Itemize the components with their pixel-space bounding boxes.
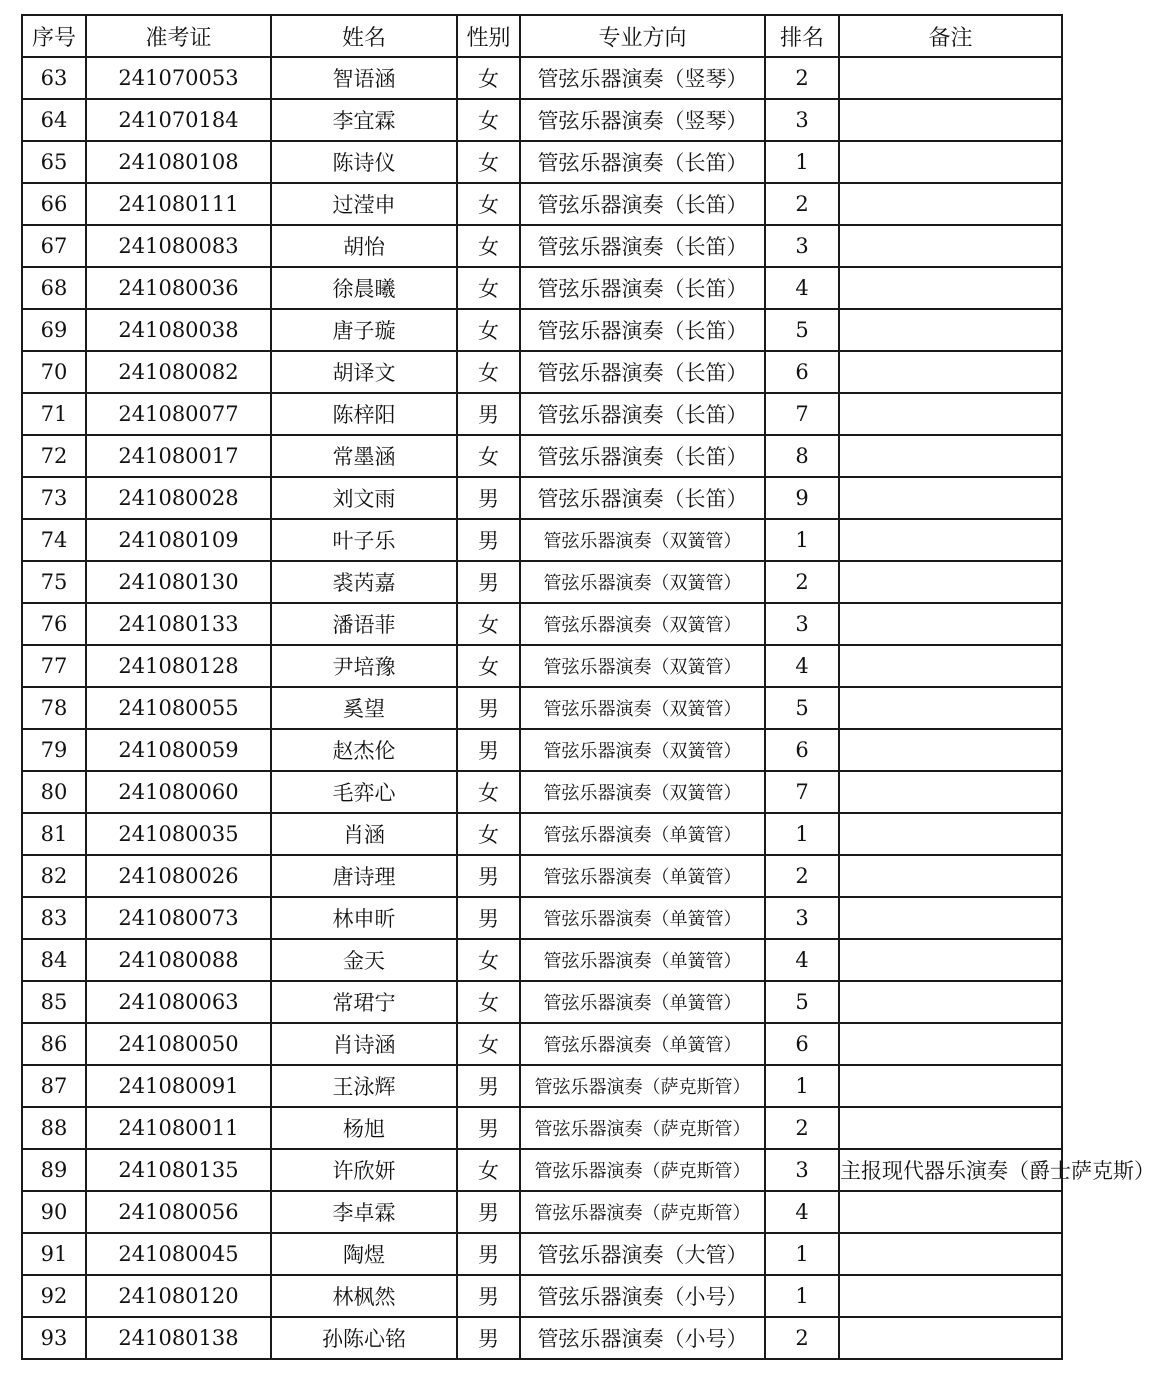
- cell-major: 管弦乐器演奏（长笛）: [520, 351, 765, 393]
- table-row: [22, 813, 1062, 855]
- cell-no: 68: [22, 267, 86, 309]
- cell-rank: 2: [765, 561, 839, 603]
- cell-remark: [839, 897, 1062, 939]
- table-row: [22, 603, 1062, 645]
- cell-name: 肖诗涵: [271, 1023, 457, 1065]
- cell-no: 76: [22, 603, 86, 645]
- cell-major: 管弦乐器演奏（双簧管）: [520, 771, 765, 813]
- cell-rank: 2: [765, 57, 839, 99]
- header-rank: 排名: [765, 15, 839, 57]
- table-row: [22, 57, 1062, 99]
- cell-gender: 女: [457, 1149, 520, 1191]
- cell-exam-id: 241080035: [86, 813, 271, 855]
- cell-no: 80: [22, 771, 86, 813]
- cell-rank: 5: [765, 309, 839, 351]
- table-row: [22, 351, 1062, 393]
- cell-major: 管弦乐器演奏（单簧管）: [520, 855, 765, 897]
- cell-remark: [839, 183, 1062, 225]
- cell-name: 王泳辉: [271, 1065, 457, 1107]
- cell-no: 69: [22, 309, 86, 351]
- table-row: [22, 729, 1062, 771]
- cell-no: 74: [22, 519, 86, 561]
- cell-gender: 男: [457, 1317, 520, 1359]
- cell-no: 91: [22, 1233, 86, 1275]
- cell-gender: 男: [457, 729, 520, 771]
- table-row: [22, 1023, 1062, 1065]
- cell-exam-id: 241080111: [86, 183, 271, 225]
- cell-remark: [839, 687, 1062, 729]
- cell-major: 管弦乐器演奏（双簧管）: [520, 603, 765, 645]
- table-row: [22, 1149, 1062, 1191]
- table-row: [22, 687, 1062, 729]
- table-row: [22, 225, 1062, 267]
- cell-no: 93: [22, 1317, 86, 1359]
- cell-major: 管弦乐器演奏（双簧管）: [520, 729, 765, 771]
- cell-exam-id: 241080108: [86, 141, 271, 183]
- cell-rank: 3: [765, 1149, 839, 1191]
- cell-name: 毛弈心: [271, 771, 457, 813]
- cell-remark: [839, 729, 1062, 771]
- cell-name: 徐晨曦: [271, 267, 457, 309]
- cell-rank: 2: [765, 855, 839, 897]
- cell-no: 92: [22, 1275, 86, 1317]
- cell-gender: 男: [457, 855, 520, 897]
- cell-remark: [839, 939, 1062, 981]
- table-row: [22, 1107, 1062, 1149]
- cell-rank: 1: [765, 1233, 839, 1275]
- cell-no: 86: [22, 1023, 86, 1065]
- table-row: [22, 855, 1062, 897]
- cell-no: 81: [22, 813, 86, 855]
- cell-rank: 3: [765, 897, 839, 939]
- cell-exam-id: 241080133: [86, 603, 271, 645]
- header-major: 专业方向: [520, 15, 765, 57]
- cell-rank: 2: [765, 1317, 839, 1359]
- cell-name: 叶子乐: [271, 519, 457, 561]
- cell-remark: [839, 519, 1062, 561]
- cell-rank: 1: [765, 1065, 839, 1107]
- cell-no: 88: [22, 1107, 86, 1149]
- cell-gender: 男: [457, 393, 520, 435]
- header-no: 序号: [22, 15, 86, 57]
- cell-remark: [839, 309, 1062, 351]
- cell-no: 90: [22, 1191, 86, 1233]
- cell-rank: 6: [765, 351, 839, 393]
- cell-remark: [839, 771, 1062, 813]
- cell-name: 胡怡: [271, 225, 457, 267]
- cell-rank: 7: [765, 771, 839, 813]
- table-row: [22, 309, 1062, 351]
- cell-no: 70: [22, 351, 86, 393]
- cell-major: 管弦乐器演奏（双簧管）: [520, 687, 765, 729]
- cell-major: 管弦乐器演奏（单簧管）: [520, 813, 765, 855]
- header-name: 姓名: [271, 15, 457, 57]
- cell-remark: [839, 1107, 1062, 1149]
- cell-major: 管弦乐器演奏（双簧管）: [520, 645, 765, 687]
- table-row: [22, 393, 1062, 435]
- cell-exam-id: 241080120: [86, 1275, 271, 1317]
- cell-major: 管弦乐器演奏（大管）: [520, 1233, 765, 1275]
- cell-exam-id: 241080083: [86, 225, 271, 267]
- cell-remark: 主报现代器乐演奏（爵士萨克斯）: [839, 1149, 1062, 1191]
- cell-remark: [839, 57, 1062, 99]
- cell-rank: 1: [765, 519, 839, 561]
- cell-no: 71: [22, 393, 86, 435]
- cell-no: 78: [22, 687, 86, 729]
- cell-remark: [839, 561, 1062, 603]
- cell-name: 李宜霖: [271, 99, 457, 141]
- cell-gender: 女: [457, 813, 520, 855]
- cell-no: 82: [22, 855, 86, 897]
- table-row: [22, 141, 1062, 183]
- cell-major: 管弦乐器演奏（长笛）: [520, 309, 765, 351]
- cell-name: 许欣妍: [271, 1149, 457, 1191]
- cell-name: 李卓霖: [271, 1191, 457, 1233]
- cell-name: 智语涵: [271, 57, 457, 99]
- header-remark: 备注: [839, 15, 1062, 57]
- cell-exam-id: 241080036: [86, 267, 271, 309]
- table-row: [22, 1191, 1062, 1233]
- cell-major: 管弦乐器演奏（萨克斯管）: [520, 1107, 765, 1149]
- cell-no: 79: [22, 729, 86, 771]
- cell-remark: [839, 1023, 1062, 1065]
- cell-rank: 8: [765, 435, 839, 477]
- cell-gender: 女: [457, 351, 520, 393]
- cell-remark: [839, 99, 1062, 141]
- cell-gender: 女: [457, 183, 520, 225]
- cell-gender: 女: [457, 141, 520, 183]
- table-row: [22, 771, 1062, 813]
- cell-rank: 4: [765, 939, 839, 981]
- cell-gender: 男: [457, 519, 520, 561]
- cell-gender: 女: [457, 1023, 520, 1065]
- cell-name: 赵杰伦: [271, 729, 457, 771]
- table-row: [22, 267, 1062, 309]
- cell-rank: 6: [765, 1023, 839, 1065]
- table-body: [22, 57, 1155, 1359]
- cell-gender: 女: [457, 99, 520, 141]
- cell-name: 林枫然: [271, 1275, 457, 1317]
- cell-name: 尹培豫: [271, 645, 457, 687]
- cell-gender: 男: [457, 1233, 520, 1275]
- cell-no: 77: [22, 645, 86, 687]
- header-exam-id: 准考证: [86, 15, 271, 57]
- cell-name: 陈梓阳: [271, 393, 457, 435]
- cell-exam-id: 241080060: [86, 771, 271, 813]
- cell-gender: 女: [457, 645, 520, 687]
- cell-exam-id: 241080059: [86, 729, 271, 771]
- cell-major: 管弦乐器演奏（双簧管）: [520, 561, 765, 603]
- table-row: [22, 939, 1062, 981]
- cell-no: 63: [22, 57, 86, 99]
- table-header: [22, 15, 1062, 57]
- cell-major: 管弦乐器演奏（单簧管）: [520, 897, 765, 939]
- cell-exam-id: 241080077: [86, 393, 271, 435]
- cell-no: 67: [22, 225, 86, 267]
- cell-name: 唐诗理: [271, 855, 457, 897]
- cell-exam-id: 241080109: [86, 519, 271, 561]
- cell-rank: 4: [765, 267, 839, 309]
- cell-exam-id: 241080073: [86, 897, 271, 939]
- cell-major: 管弦乐器演奏（长笛）: [520, 267, 765, 309]
- table-row: [22, 645, 1062, 687]
- table-row: [22, 477, 1062, 519]
- cell-gender: 男: [457, 1107, 520, 1149]
- cell-major: 管弦乐器演奏（长笛）: [520, 225, 765, 267]
- cell-name: 常墨涵: [271, 435, 457, 477]
- cell-remark: [839, 267, 1062, 309]
- cell-gender: 女: [457, 771, 520, 813]
- cell-exam-id: 241080082: [86, 351, 271, 393]
- cell-exam-id: 241080045: [86, 1233, 271, 1275]
- cell-no: 65: [22, 141, 86, 183]
- cell-exam-id: 241080130: [86, 561, 271, 603]
- cell-major: 管弦乐器演奏（长笛）: [520, 435, 765, 477]
- cell-remark: [839, 1233, 1062, 1275]
- cell-exam-id: 241080038: [86, 309, 271, 351]
- cell-no: 89: [22, 1149, 86, 1191]
- cell-exam-id: 241080138: [86, 1317, 271, 1359]
- cell-remark: [839, 141, 1062, 183]
- table-row: [22, 1233, 1062, 1275]
- cell-rank: 1: [765, 813, 839, 855]
- cell-exam-id: 241080055: [86, 687, 271, 729]
- cell-major: 管弦乐器演奏（单簧管）: [520, 981, 765, 1023]
- table-row: [22, 519, 1062, 561]
- cell-major: 管弦乐器演奏（长笛）: [520, 393, 765, 435]
- cell-major: 管弦乐器演奏（长笛）: [520, 183, 765, 225]
- table-row: [22, 435, 1062, 477]
- cell-major: 管弦乐器演奏（小号）: [520, 1317, 765, 1359]
- cell-no: 83: [22, 897, 86, 939]
- table-row: [22, 183, 1062, 225]
- cell-gender: 女: [457, 939, 520, 981]
- cell-exam-id: 241080088: [86, 939, 271, 981]
- cell-no: 75: [22, 561, 86, 603]
- cell-exam-id: 241080135: [86, 1149, 271, 1191]
- cell-gender: 男: [457, 897, 520, 939]
- cell-remark: [839, 1317, 1062, 1359]
- cell-name: 过滢申: [271, 183, 457, 225]
- cell-exam-id: 241070184: [86, 99, 271, 141]
- cell-gender: 男: [457, 1275, 520, 1317]
- cell-name: 金天: [271, 939, 457, 981]
- cell-exam-id: 241080011: [86, 1107, 271, 1149]
- cell-remark: [839, 477, 1062, 519]
- cell-exam-id: 241080028: [86, 477, 271, 519]
- cell-no: 87: [22, 1065, 86, 1107]
- cell-rank: 9: [765, 477, 839, 519]
- cell-no: 85: [22, 981, 86, 1023]
- cell-rank: 2: [765, 1107, 839, 1149]
- cell-exam-id: 241080017: [86, 435, 271, 477]
- cell-rank: 1: [765, 1275, 839, 1317]
- cell-no: 84: [22, 939, 86, 981]
- cell-name: 陈诗仪: [271, 141, 457, 183]
- cell-gender: 女: [457, 981, 520, 1023]
- cell-name: 胡译文: [271, 351, 457, 393]
- cell-gender: 女: [457, 603, 520, 645]
- cell-major: 管弦乐器演奏（长笛）: [520, 141, 765, 183]
- cell-gender: 女: [457, 267, 520, 309]
- cell-exam-id: 241080091: [86, 1065, 271, 1107]
- cell-rank: 4: [765, 1191, 839, 1233]
- cell-gender: 女: [457, 225, 520, 267]
- cell-rank: 5: [765, 981, 839, 1023]
- cell-rank: 3: [765, 99, 839, 141]
- cell-name: 林申昕: [271, 897, 457, 939]
- cell-rank: 1: [765, 141, 839, 183]
- header-gender: 性别: [457, 15, 520, 57]
- cell-name: 刘文雨: [271, 477, 457, 519]
- cell-remark: [839, 1191, 1062, 1233]
- cell-no: 64: [22, 99, 86, 141]
- cell-rank: 2: [765, 183, 839, 225]
- cell-rank: 6: [765, 729, 839, 771]
- cell-major: 管弦乐器演奏（萨克斯管）: [520, 1065, 765, 1107]
- cell-rank: 7: [765, 393, 839, 435]
- cell-major: 管弦乐器演奏（长笛）: [520, 477, 765, 519]
- cell-gender: 男: [457, 477, 520, 519]
- cell-name: 杨旭: [271, 1107, 457, 1149]
- table-row: [22, 1065, 1062, 1107]
- cell-remark: [839, 855, 1062, 897]
- cell-name: 陶煜: [271, 1233, 457, 1275]
- cell-gender: 女: [457, 57, 520, 99]
- cell-major: 管弦乐器演奏（单簧管）: [520, 1023, 765, 1065]
- table-row: [22, 99, 1062, 141]
- cell-exam-id: 241080128: [86, 645, 271, 687]
- cell-name: 肖涵: [271, 813, 457, 855]
- admission-ranking-table: [21, 14, 1155, 1360]
- cell-exam-id: 241080026: [86, 855, 271, 897]
- cell-major: 管弦乐器演奏（竖琴）: [520, 99, 765, 141]
- cell-gender: 女: [457, 309, 520, 351]
- table-row: [22, 561, 1062, 603]
- cell-no: 73: [22, 477, 86, 519]
- cell-rank: 4: [765, 645, 839, 687]
- cell-rank: 3: [765, 225, 839, 267]
- cell-remark: [839, 645, 1062, 687]
- table-row: [22, 1317, 1062, 1359]
- cell-major: 管弦乐器演奏（小号）: [520, 1275, 765, 1317]
- cell-exam-id: 241080056: [86, 1191, 271, 1233]
- cell-remark: [839, 1065, 1062, 1107]
- table-row: [22, 897, 1062, 939]
- cell-remark: [839, 813, 1062, 855]
- cell-remark: [839, 1275, 1062, 1317]
- cell-exam-id: 241080050: [86, 1023, 271, 1065]
- cell-gender: 男: [457, 561, 520, 603]
- cell-remark: [839, 435, 1062, 477]
- cell-remark: [839, 393, 1062, 435]
- cell-gender: 男: [457, 687, 520, 729]
- cell-major: 管弦乐器演奏（单簧管）: [520, 939, 765, 981]
- cell-rank: 3: [765, 603, 839, 645]
- cell-gender: 男: [457, 1065, 520, 1107]
- cell-name: 奚望: [271, 687, 457, 729]
- cell-no: 66: [22, 183, 86, 225]
- cell-name: 裘芮嘉: [271, 561, 457, 603]
- cell-major: 管弦乐器演奏（萨克斯管）: [520, 1191, 765, 1233]
- table-row: [22, 1275, 1062, 1317]
- cell-name: 常珺宁: [271, 981, 457, 1023]
- cell-rank: 5: [765, 687, 839, 729]
- cell-remark: [839, 225, 1062, 267]
- cell-gender: 女: [457, 435, 520, 477]
- cell-remark: [839, 351, 1062, 393]
- cell-name: 潘语菲: [271, 603, 457, 645]
- cell-exam-id: 241080063: [86, 981, 271, 1023]
- cell-exam-id: 241070053: [86, 57, 271, 99]
- cell-remark: [839, 981, 1062, 1023]
- table-row: [22, 981, 1062, 1023]
- cell-major: 管弦乐器演奏（萨克斯管）: [520, 1149, 765, 1191]
- cell-major: 管弦乐器演奏（竖琴）: [520, 57, 765, 99]
- header-row: [22, 15, 1062, 57]
- cell-name: 孙陈心铭: [271, 1317, 457, 1359]
- cell-name: 唐子璇: [271, 309, 457, 351]
- cell-major: 管弦乐器演奏（双簧管）: [520, 519, 765, 561]
- cell-remark: [839, 603, 1062, 645]
- cell-no: 72: [22, 435, 86, 477]
- cell-gender: 男: [457, 1191, 520, 1233]
